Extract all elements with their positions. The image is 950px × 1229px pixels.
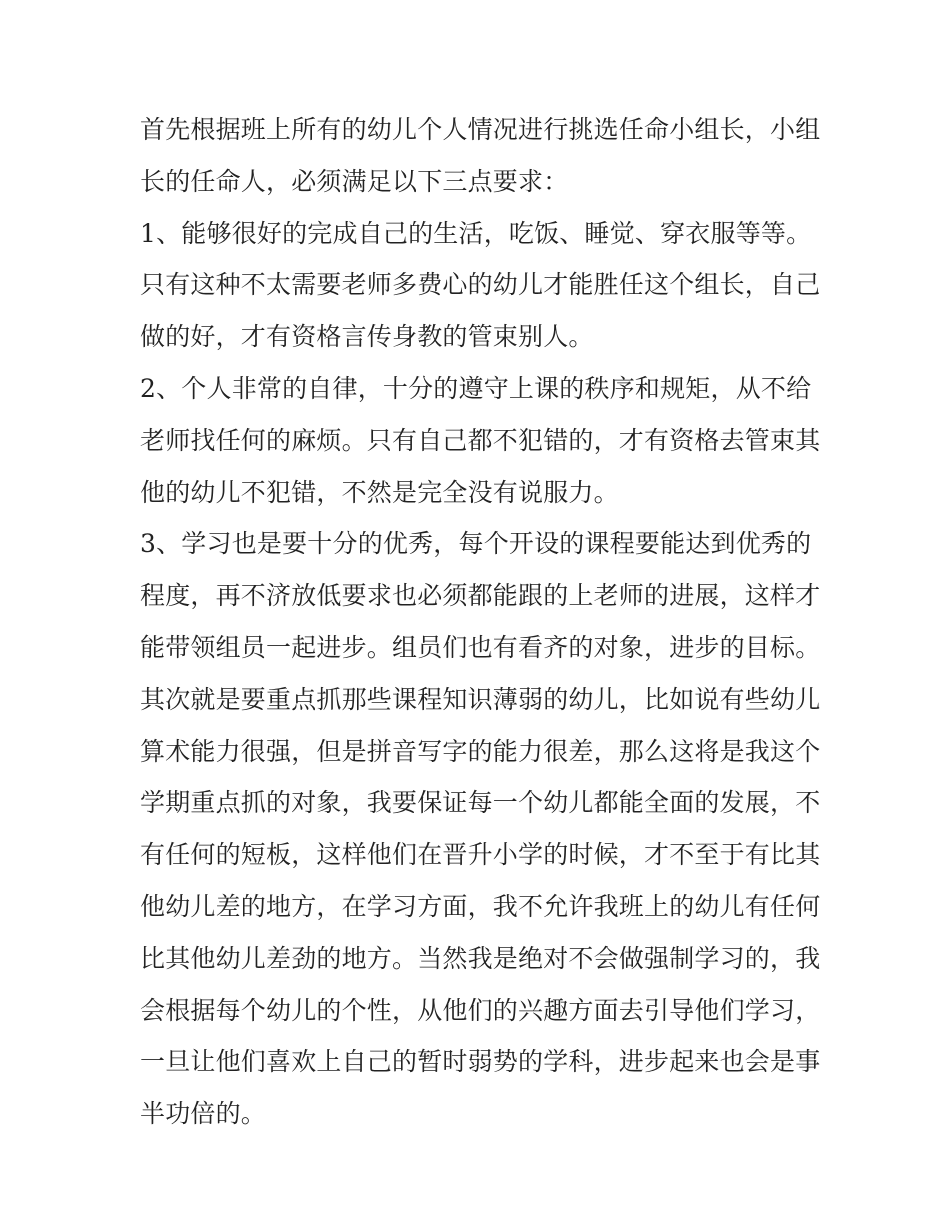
text-line-4: 只有这种不太需要老师多费心的幼儿才能胜任这个组长，自己 <box>140 270 821 300</box>
text-line-16: 他幼儿差的地方，在学习方面，我不允许我班上的幼儿有任何 <box>140 891 821 921</box>
text-line-10: 程度，再不济放低要求也必须都能跟的上老师的进展，这样才 <box>140 581 821 611</box>
text-line-14: 学期重点抓的对象，我要保证每一个幼儿都能全面的发展，不 <box>140 788 821 818</box>
text-line-9: 3、学习也是要十分的优秀，每个开设的课程要能达到优秀的 <box>140 529 812 559</box>
text-line-2: 长的任命人，必须满足以下三点要求： <box>140 166 569 196</box>
text-line-19: 一旦让他们喜欢上自己的暂时弱势的学科，进步起来也会是事 <box>140 1047 821 1077</box>
text-line-12: 其次就是要重点抓那些课程知识薄弱的幼儿，比如说有些幼儿 <box>140 684 821 714</box>
text-line-18: 会根据每个幼儿的个性，从他们的兴趣方面去引导他们学习， <box>140 995 821 1025</box>
text-line-20: 半功倍的。 <box>140 1099 267 1129</box>
text-line-7: 老师找任何的麻烦。只有自己都不犯错的，才有资格去管束其 <box>140 425 821 455</box>
text-line-5: 做的好，才有资格言传身教的管束别人。 <box>140 322 594 352</box>
text-line-13: 算术能力很强，但是拼音写字的能力很差，那么这将是我这个 <box>140 736 821 766</box>
document-body <box>140 104 820 1140</box>
text-line-11: 能带领组员一起进步。组员们也有看齐的对象，进步的目标。 <box>140 632 821 662</box>
text-line-6: 2、个人非常的自律，十分的遵守上课的秩序和规矩，从不给 <box>140 373 812 403</box>
text-line-3: 1、能够很好的完成自己的生活，吃饭、睡觉、穿衣服等等。 <box>140 218 812 248</box>
text-line-15: 有任何的短板，这样他们在晋升小学的时候，才不至于有比其 <box>140 840 821 870</box>
text-line-17: 比其他幼儿差劲的地方。当然我是绝对不会做强制学习的，我 <box>140 943 821 973</box>
text-line-1: 首先根据班上所有的幼儿个人情况进行挑选任命小组长，小组 <box>140 115 821 144</box>
text-line-8: 他的幼儿不犯错，不然是完全没有说服力。 <box>140 477 619 507</box>
